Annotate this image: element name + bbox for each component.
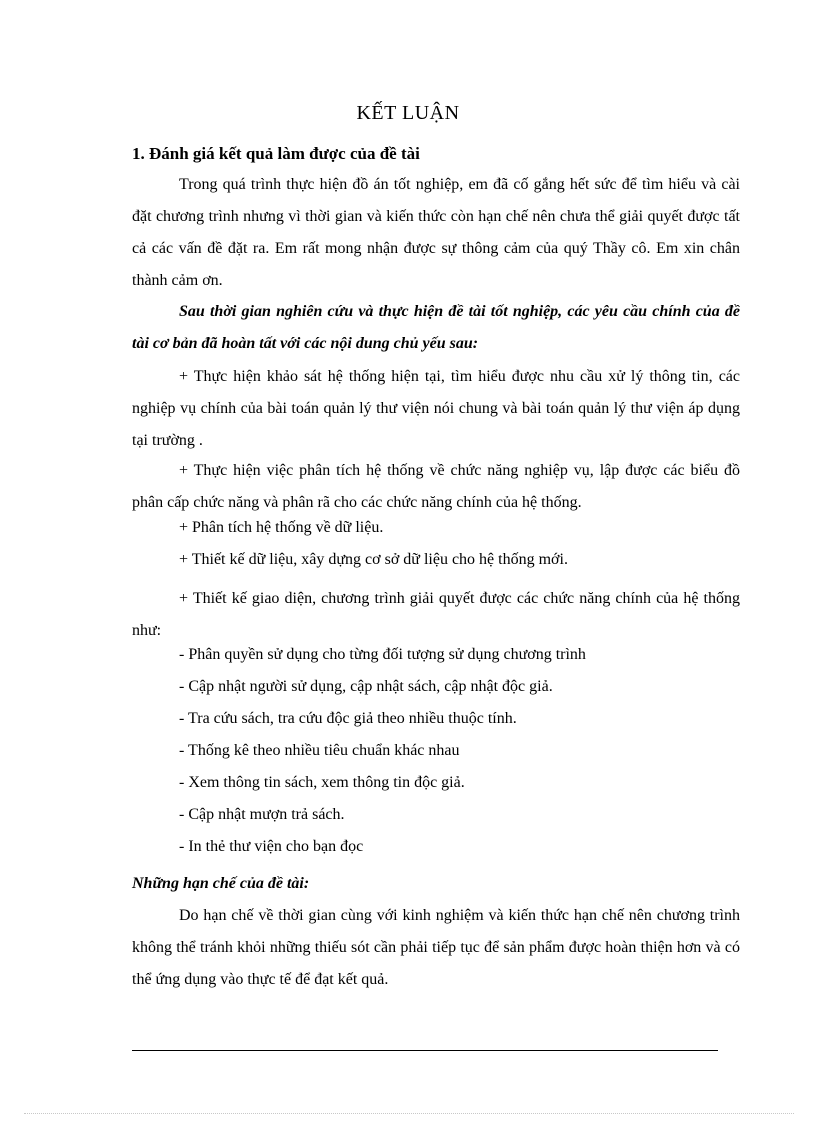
limitations-paragraph: Do hạn chế về thời gian cùng với kinh nghiệm và kiến thức hạn chế nên chương trình không thể tránh khỏi những thiếu sót cần phải tiếp tục để sản phẩm được hoàn thiện hơn và có thể ứng dụng vào thực tế để đạt kết quả. (132, 907, 740, 988)
result-item: + Thiết kế dữ liệu, xây dựng cơ sở dữ liệu cho hệ thống mới. (179, 551, 568, 568)
page-title: KẾT LUẬN (356, 102, 460, 124)
result-item: + Thiết kế giao diện, chương trình giải quyết được các chức năng chính của hệ thống như: (132, 590, 740, 639)
result-item: + Phân tích hệ thống về dữ liệu. (179, 519, 384, 536)
function-item: - Thống kê theo nhiều tiêu chuẩn khác nhau (179, 742, 460, 759)
function-item: - Xem thông tin sách, xem thông tin độc giả. (179, 774, 465, 791)
limitations-heading: Những hạn chế của đề tài: (132, 875, 310, 892)
function-item: - Tra cứu sách, tra cứu độc giả theo nhiều thuộc tính. (179, 710, 517, 727)
intro-paragraph: Trong quá trình thực hiện đồ án tốt nghiệp, em đã cố gắng hết sức để tìm hiểu và cài đặt chương trình nhưng vì thời gian và kiến thức còn hạn chế nên chưa thể giải quyết được tất cả các vấn đề đặt ra. Em rất mong nhận được sự thông cảm của quý Thầy cô. Em xin chân thành cảm ơn. (132, 176, 740, 289)
results-lead-paragraph: Sau thời gian nghiên cứu và thực hiện đề tài tốt nghiệp, các yêu cầu chính của đề tài cơ bản đã hoàn tất với các nội dung chủ yếu sau: (132, 303, 740, 352)
result-item: + Thực hiện khảo sát hệ thống hiện tại, tìm hiểu được nhu cầu xử lý thông tin, các nghiệp vụ chính của bài toán quản lý thư viện nói chung và bài toán quản lý thư viện áp dụng tại trường . (132, 368, 740, 449)
function-item: - Cập nhật mượn trả sách. (179, 806, 345, 823)
section-heading: 1. Đánh giá kết quả làm được của đề tài (132, 144, 420, 163)
function-item: - In thẻ thư viện cho bạn đọc (179, 838, 364, 855)
footer-divider (132, 1050, 718, 1051)
page-bottom-border (24, 1113, 794, 1114)
function-item: - Phân quyền sử dụng cho từng đối tượng sử dụng chương trình (179, 646, 586, 663)
result-item: + Thực hiện việc phân tích hệ thống về chức năng nghiệp vụ, lập được các biểu đồ phân cấp chức năng và phân rã cho các chức năng chính của hệ thống. (132, 462, 740, 511)
function-item: - Cập nhật người sử dụng, cập nhật sách, cập nhật độc giả. (179, 678, 553, 695)
